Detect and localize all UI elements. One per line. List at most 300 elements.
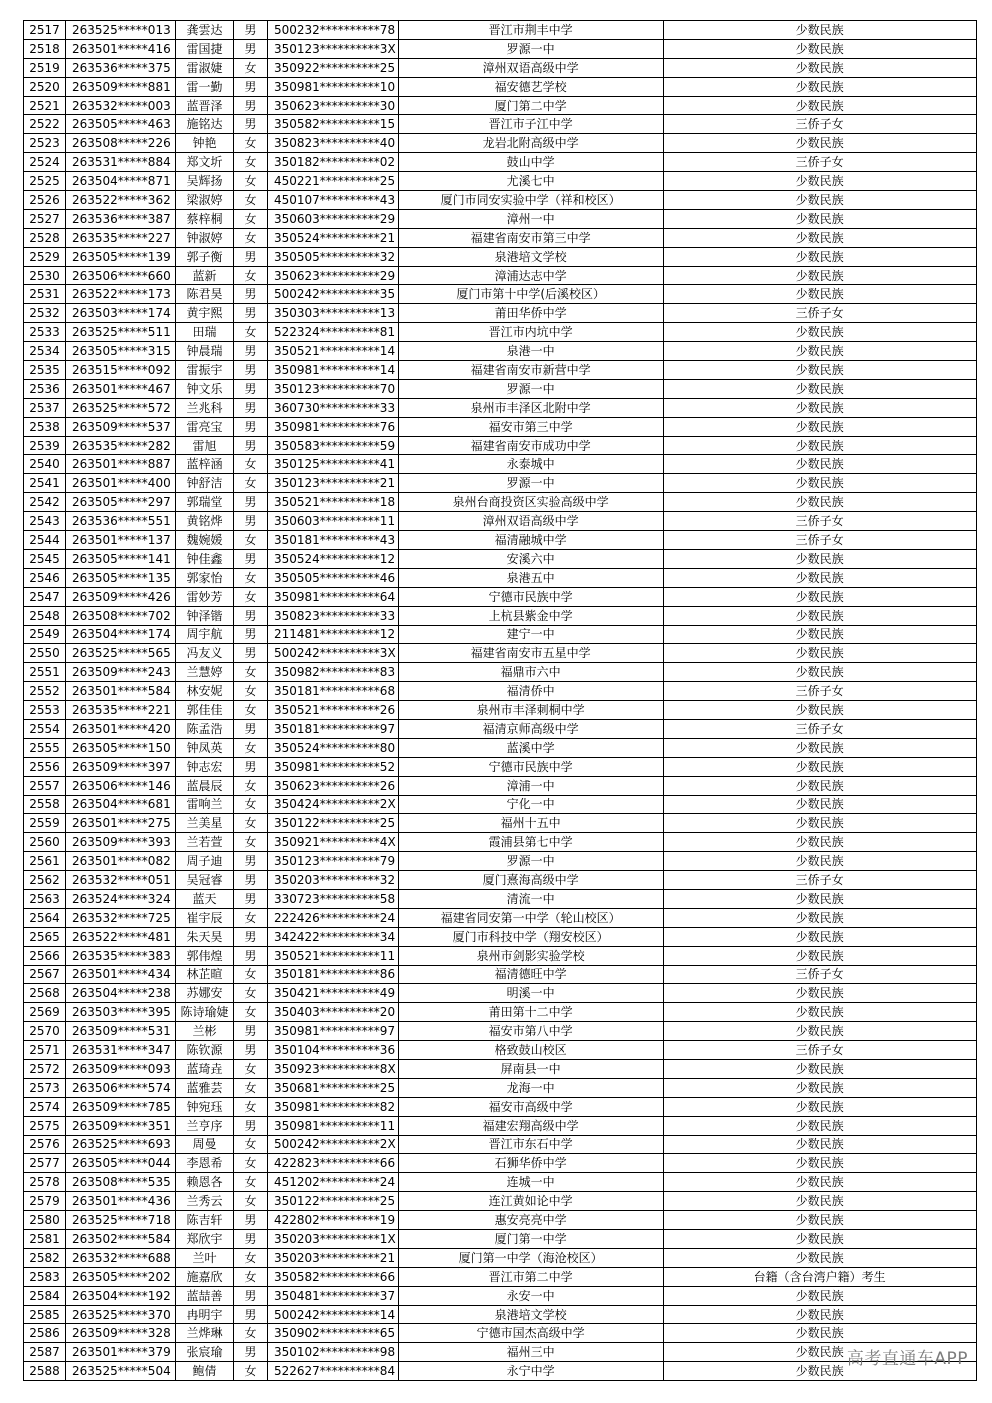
row-index-cell: 2532: [24, 304, 66, 323]
gender-cell: 女: [234, 1135, 268, 1154]
row-index-cell: 2549: [24, 625, 66, 644]
exam-number-cell: 263501*****379: [66, 1343, 176, 1362]
category-cell: 少数民族: [663, 606, 976, 625]
category-cell: 三侨子女: [663, 871, 976, 890]
row-index-cell: 2575: [24, 1116, 66, 1135]
id-number-cell: 350981**********11: [268, 1116, 399, 1135]
id-number-cell: 350681**********25: [268, 1078, 399, 1097]
category-cell: 少数民族: [663, 644, 976, 663]
category-cell: 少数民族: [663, 1154, 976, 1173]
id-number-cell: 350582**********15: [268, 115, 399, 134]
table-row: [24, 682, 977, 701]
gender-cell: 男: [234, 361, 268, 380]
exam-number-cell: 263525*****511: [66, 323, 176, 342]
row-index-cell: 2527: [24, 209, 66, 228]
gender-cell: 女: [234, 1173, 268, 1192]
student-name-cell: 魏婉媛: [176, 531, 234, 550]
school-name-cell: 永安一中: [398, 1286, 663, 1305]
row-index-cell: 2584: [24, 1286, 66, 1305]
student-name-cell: 钟凤英: [176, 738, 234, 757]
gender-cell: 男: [234, 1022, 268, 1041]
table-row: [24, 417, 977, 436]
school-name-cell: 鼓山中学: [398, 153, 663, 172]
category-cell: 少数民族: [663, 1173, 976, 1192]
gender-cell: 男: [234, 512, 268, 531]
gender-cell: 男: [234, 285, 268, 304]
school-name-cell: 厦门第一中学（海沧校区）: [398, 1248, 663, 1267]
row-index-cell: 2535: [24, 361, 66, 380]
category-cell: 少数民族: [663, 927, 976, 946]
gender-cell: 女: [234, 1078, 268, 1097]
gender-cell: 男: [234, 889, 268, 908]
gender-cell: 男: [234, 606, 268, 625]
row-index-cell: 2533: [24, 323, 66, 342]
student-name-cell: 陈钦源: [176, 1041, 234, 1060]
exam-number-cell: 263508*****226: [66, 134, 176, 153]
exam-number-cell: 263535*****221: [66, 701, 176, 720]
id-number-cell: 350424**********2X: [268, 795, 399, 814]
row-index-cell: 2524: [24, 153, 66, 172]
table-row: [24, 587, 977, 606]
gender-cell: 女: [234, 795, 268, 814]
student-name-cell: 陈吉轩: [176, 1211, 234, 1230]
exam-number-cell: 263509*****785: [66, 1097, 176, 1116]
exam-number-cell: 263522*****173: [66, 285, 176, 304]
id-number-cell: 350125**********41: [268, 455, 399, 474]
id-number-cell: 350181**********97: [268, 719, 399, 738]
id-number-cell: 350922**********25: [268, 58, 399, 77]
exam-number-cell: 263525*****718: [66, 1211, 176, 1230]
category-cell: 少数民族: [663, 39, 976, 58]
exam-number-cell: 263501*****467: [66, 379, 176, 398]
gender-cell: 女: [234, 1003, 268, 1022]
table-row: [24, 342, 977, 361]
id-number-cell: 350582**********66: [268, 1267, 399, 1286]
row-index-cell: 2578: [24, 1173, 66, 1192]
table-row: [24, 1041, 977, 1060]
row-index-cell: 2563: [24, 889, 66, 908]
category-cell: 少数民族: [663, 776, 976, 795]
student-name-cell: 钟舒洁: [176, 474, 234, 493]
student-name-cell: 雷淑婕: [176, 58, 234, 77]
school-name-cell: 龙岩北附高级中学: [398, 134, 663, 153]
student-name-cell: 蓝新: [176, 266, 234, 285]
student-name-cell: 赖恩各: [176, 1173, 234, 1192]
school-name-cell: 福建省同安第一中学（轮山校区）: [398, 908, 663, 927]
id-number-cell: 350981**********64: [268, 587, 399, 606]
row-index-cell: 2574: [24, 1097, 66, 1116]
row-index-cell: 2572: [24, 1059, 66, 1078]
exam-number-cell: 263501*****082: [66, 852, 176, 871]
row-index-cell: 2553: [24, 701, 66, 720]
row-index-cell: 2577: [24, 1154, 66, 1173]
school-name-cell: 明溪一中: [398, 984, 663, 1003]
school-name-cell: 漳浦达志中学: [398, 266, 663, 285]
student-name-cell: 黄铭烨: [176, 512, 234, 531]
table-row: [24, 455, 977, 474]
exam-number-cell: 263509*****426: [66, 587, 176, 606]
school-name-cell: 龙海一中: [398, 1078, 663, 1097]
gender-cell: 男: [234, 1211, 268, 1230]
category-cell: 台籍（含台湾户籍）考生: [663, 1267, 976, 1286]
category-cell: 少数民族: [663, 984, 976, 1003]
table-row: [24, 701, 977, 720]
row-index-cell: 2580: [24, 1211, 66, 1230]
school-name-cell: 蓝溪中学: [398, 738, 663, 757]
table-row: [24, 871, 977, 890]
gender-cell: 女: [234, 701, 268, 720]
gender-cell: 男: [234, 417, 268, 436]
exam-number-cell: 263535*****282: [66, 436, 176, 455]
id-number-cell: 350481**********37: [268, 1286, 399, 1305]
table-row: [24, 361, 977, 380]
row-index-cell: 2560: [24, 833, 66, 852]
school-name-cell: 福建宏翔高级中学: [398, 1116, 663, 1135]
exam-number-cell: 263506*****146: [66, 776, 176, 795]
category-cell: 少数民族: [663, 436, 976, 455]
school-name-cell: 惠安亮亮中学: [398, 1211, 663, 1230]
id-number-cell: 350981**********52: [268, 757, 399, 776]
gender-cell: 女: [234, 531, 268, 550]
gender-cell: 女: [234, 663, 268, 682]
category-cell: 少数民族: [663, 587, 976, 606]
category-cell: 少数民族: [663, 1343, 976, 1362]
exam-number-cell: 263508*****535: [66, 1173, 176, 1192]
school-name-cell: 厦门第二中学: [398, 96, 663, 115]
table-row: [24, 814, 977, 833]
table-row: [24, 379, 977, 398]
exam-number-cell: 263522*****362: [66, 191, 176, 210]
category-cell: 少数民族: [663, 266, 976, 285]
gender-cell: 男: [234, 719, 268, 738]
school-name-cell: 霞浦县第七中学: [398, 833, 663, 852]
row-index-cell: 2517: [24, 21, 66, 40]
student-name-cell: 雷一勤: [176, 77, 234, 96]
student-name-cell: 郭伟煌: [176, 946, 234, 965]
exam-number-cell: 263501*****420: [66, 719, 176, 738]
row-index-cell: 2529: [24, 247, 66, 266]
student-name-cell: 龚雲达: [176, 21, 234, 40]
row-index-cell: 2541: [24, 474, 66, 493]
category-cell: 少数民族: [663, 247, 976, 266]
exam-number-cell: 263509*****093: [66, 1059, 176, 1078]
id-number-cell: 422802**********19: [268, 1211, 399, 1230]
id-number-cell: 522324**********81: [268, 323, 399, 342]
school-name-cell: 宁德市国杰高级中学: [398, 1324, 663, 1343]
id-number-cell: 350102**********98: [268, 1343, 399, 1362]
gender-cell: 女: [234, 738, 268, 757]
student-name-cell: 兰彬: [176, 1022, 234, 1041]
student-name-cell: 田瑞: [176, 323, 234, 342]
category-cell: 少数民族: [663, 1324, 976, 1343]
exam-number-cell: 263525*****370: [66, 1305, 176, 1324]
school-name-cell: 福清德旺中学: [398, 965, 663, 984]
table-row: [24, 21, 977, 40]
gender-cell: 女: [234, 228, 268, 247]
gender-cell: 女: [234, 134, 268, 153]
student-name-cell: 雷旭: [176, 436, 234, 455]
id-number-cell: 360730**********33: [268, 398, 399, 417]
exam-number-cell: 263509*****393: [66, 833, 176, 852]
id-number-cell: 350902**********65: [268, 1324, 399, 1343]
category-cell: 少数民族: [663, 209, 976, 228]
table-row: [24, 1135, 977, 1154]
table-row: [24, 644, 977, 663]
gender-cell: 女: [234, 191, 268, 210]
student-name-cell: 兰美星: [176, 814, 234, 833]
table-row: [24, 1003, 977, 1022]
table-body: [24, 21, 977, 1381]
gender-cell: 男: [234, 871, 268, 890]
id-number-cell: 211481**********12: [268, 625, 399, 644]
row-index-cell: 2538: [24, 417, 66, 436]
table-row: [24, 493, 977, 512]
id-number-cell: 350583**********59: [268, 436, 399, 455]
exam-number-cell: 263525*****565: [66, 644, 176, 663]
student-name-cell: 钟淑婷: [176, 228, 234, 247]
row-index-cell: 2576: [24, 1135, 66, 1154]
exam-number-cell: 263505*****315: [66, 342, 176, 361]
table-row: [24, 115, 977, 134]
school-name-cell: 建宁一中: [398, 625, 663, 644]
row-index-cell: 2547: [24, 587, 66, 606]
id-number-cell: 350982**********83: [268, 663, 399, 682]
id-number-cell: 350123**********79: [268, 852, 399, 871]
school-name-cell: 莆田华侨中学: [398, 304, 663, 323]
id-number-cell: 350505**********46: [268, 568, 399, 587]
table-row: [24, 512, 977, 531]
student-name-cell: 蓝晋泽: [176, 96, 234, 115]
category-cell: 少数民族: [663, 455, 976, 474]
student-name-cell: 蓝雅芸: [176, 1078, 234, 1097]
category-cell: 三侨子女: [663, 1041, 976, 1060]
student-name-cell: 蓝晨辰: [176, 776, 234, 795]
school-name-cell: 漳浦一中: [398, 776, 663, 795]
row-index-cell: 2544: [24, 531, 66, 550]
exam-number-cell: 263535*****227: [66, 228, 176, 247]
school-name-cell: 宁德市民族中学: [398, 587, 663, 606]
table-row: [24, 436, 977, 455]
category-cell: 少数民族: [663, 96, 976, 115]
id-number-cell: 350524**********21: [268, 228, 399, 247]
id-number-cell: 500242**********35: [268, 285, 399, 304]
exam-number-cell: 263509*****243: [66, 663, 176, 682]
school-name-cell: 泉州市丰泽区北附中学: [398, 398, 663, 417]
school-name-cell: 福州十五中: [398, 814, 663, 833]
category-cell: 少数民族: [663, 1362, 976, 1381]
category-cell: 少数民族: [663, 379, 976, 398]
school-name-cell: 罗源一中: [398, 39, 663, 58]
id-number-cell: 350122**********25: [268, 1192, 399, 1211]
category-cell: 三侨子女: [663, 531, 976, 550]
student-name-cell: 梁淑婷: [176, 191, 234, 210]
gender-cell: 女: [234, 587, 268, 606]
school-name-cell: 福安市第八中学: [398, 1022, 663, 1041]
student-name-cell: 兰兆科: [176, 398, 234, 417]
category-cell: 少数民族: [663, 946, 976, 965]
gender-cell: 女: [234, 984, 268, 1003]
row-index-cell: 2561: [24, 852, 66, 871]
gender-cell: 女: [234, 1097, 268, 1116]
row-index-cell: 2557: [24, 776, 66, 795]
row-index-cell: 2540: [24, 455, 66, 474]
category-cell: 少数民族: [663, 1192, 976, 1211]
row-index-cell: 2554: [24, 719, 66, 738]
table-row: [24, 719, 977, 738]
gender-cell: 男: [234, 1305, 268, 1324]
gender-cell: 男: [234, 96, 268, 115]
student-name-cell: 施铭达: [176, 115, 234, 134]
school-name-cell: 上杭县紫金中学: [398, 606, 663, 625]
student-name-cell: 施嘉欣: [176, 1267, 234, 1286]
school-name-cell: 福建省南安市新营中学: [398, 361, 663, 380]
category-cell: 少数民族: [663, 549, 976, 568]
school-name-cell: 晋江市东石中学: [398, 1135, 663, 1154]
school-name-cell: 屏南县一中: [398, 1059, 663, 1078]
category-cell: 少数民族: [663, 889, 976, 908]
category-cell: 少数民族: [663, 663, 976, 682]
row-index-cell: 2556: [24, 757, 66, 776]
exam-number-cell: 263505*****297: [66, 493, 176, 512]
row-index-cell: 2536: [24, 379, 66, 398]
row-index-cell: 2587: [24, 1343, 66, 1362]
table-row: [24, 568, 977, 587]
id-number-cell: 350623**********26: [268, 776, 399, 795]
category-cell: 少数民族: [663, 417, 976, 436]
row-index-cell: 2558: [24, 795, 66, 814]
student-name-cell: 朱天昊: [176, 927, 234, 946]
exam-number-cell: 263532*****003: [66, 96, 176, 115]
row-index-cell: 2520: [24, 77, 66, 96]
student-name-cell: 钟志宏: [176, 757, 234, 776]
student-name-cell: 冉明宇: [176, 1305, 234, 1324]
student-name-cell: 兰慧婷: [176, 663, 234, 682]
gender-cell: 女: [234, 455, 268, 474]
id-number-cell: 350521**********11: [268, 946, 399, 965]
exam-number-cell: 263509*****351: [66, 1116, 176, 1135]
exam-number-cell: 263536*****551: [66, 512, 176, 531]
table-row: [24, 625, 977, 644]
student-name-cell: 钟宛珏: [176, 1097, 234, 1116]
id-number-cell: 350181**********43: [268, 531, 399, 550]
table-row: [24, 1192, 977, 1211]
table-row: [24, 946, 977, 965]
id-number-cell: 350123**********21: [268, 474, 399, 493]
row-index-cell: 2562: [24, 871, 66, 890]
student-name-cell: 吴辉扬: [176, 172, 234, 191]
exam-number-cell: 263504*****192: [66, 1286, 176, 1305]
exam-number-cell: 263501*****275: [66, 814, 176, 833]
id-number-cell: 350203**********1X: [268, 1230, 399, 1249]
id-number-cell: 350181**********68: [268, 682, 399, 701]
id-number-cell: 350203**********32: [268, 871, 399, 890]
id-number-cell: 500242**********14: [268, 1305, 399, 1324]
school-name-cell: 罗源一中: [398, 474, 663, 493]
row-index-cell: 2530: [24, 266, 66, 285]
student-name-cell: 周子迪: [176, 852, 234, 871]
school-name-cell: 福建省南安市五星中学: [398, 644, 663, 663]
exam-number-cell: 263509*****531: [66, 1022, 176, 1041]
id-number-cell: 450107**********43: [268, 191, 399, 210]
gender-cell: 女: [234, 776, 268, 795]
table-row: [24, 1116, 977, 1135]
exam-number-cell: 263505*****044: [66, 1154, 176, 1173]
id-number-cell: 350603**********11: [268, 512, 399, 531]
student-name-cell: 陈孟浩: [176, 719, 234, 738]
row-index-cell: 2534: [24, 342, 66, 361]
student-name-cell: 苏娜安: [176, 984, 234, 1003]
id-number-cell: 350303**********13: [268, 304, 399, 323]
exam-number-cell: 263505*****139: [66, 247, 176, 266]
category-cell: 少数民族: [663, 1003, 976, 1022]
category-cell: 少数民族: [663, 568, 976, 587]
school-name-cell: 厦门市同安实验中学（祥和校区）: [398, 191, 663, 210]
category-cell: 少数民族: [663, 833, 976, 852]
school-name-cell: 永泰城中: [398, 455, 663, 474]
category-cell: 少数民族: [663, 172, 976, 191]
row-index-cell: 2586: [24, 1324, 66, 1343]
category-cell: 少数民族: [663, 398, 976, 417]
school-name-cell: 福州三中: [398, 1343, 663, 1362]
student-name-cell: 雷亮宝: [176, 417, 234, 436]
exam-number-cell: 263505*****150: [66, 738, 176, 757]
exam-number-cell: 263501*****584: [66, 682, 176, 701]
category-cell: 少数民族: [663, 908, 976, 927]
student-name-cell: 李恩希: [176, 1154, 234, 1173]
school-name-cell: 福安市高级中学: [398, 1097, 663, 1116]
exam-number-cell: 263504*****238: [66, 984, 176, 1003]
row-index-cell: 2539: [24, 436, 66, 455]
row-index-cell: 2588: [24, 1362, 66, 1381]
table-row: [24, 852, 977, 871]
gender-cell: 男: [234, 21, 268, 40]
table-row: [24, 209, 977, 228]
category-cell: 少数民族: [663, 361, 976, 380]
school-name-cell: 连江黄如论中学: [398, 1192, 663, 1211]
id-number-cell: 350524**********80: [268, 738, 399, 757]
exam-number-cell: 263531*****347: [66, 1041, 176, 1060]
exam-number-cell: 263501*****887: [66, 455, 176, 474]
row-index-cell: 2550: [24, 644, 66, 663]
id-number-cell: 350521**********26: [268, 701, 399, 720]
category-cell: 少数民族: [663, 1230, 976, 1249]
student-name-cell: 郭家怡: [176, 568, 234, 587]
id-number-cell: 350981**********82: [268, 1097, 399, 1116]
gender-cell: 男: [234, 1286, 268, 1305]
exam-number-cell: 263501*****436: [66, 1192, 176, 1211]
exam-number-cell: 263536*****375: [66, 58, 176, 77]
row-index-cell: 2543: [24, 512, 66, 531]
table-row: [24, 1230, 977, 1249]
gender-cell: 男: [234, 398, 268, 417]
exam-number-cell: 263535*****383: [66, 946, 176, 965]
exam-number-cell: 263532*****688: [66, 1248, 176, 1267]
student-name-cell: 雷响兰: [176, 795, 234, 814]
category-cell: 少数民族: [663, 1022, 976, 1041]
gender-cell: 男: [234, 927, 268, 946]
exam-number-cell: 263505*****141: [66, 549, 176, 568]
table-row: [24, 1173, 977, 1192]
student-name-cell: 钟佳鑫: [176, 549, 234, 568]
gender-cell: 女: [234, 323, 268, 342]
id-number-cell: 350123**********3X: [268, 39, 399, 58]
school-name-cell: 晋江市子江中学: [398, 115, 663, 134]
school-name-cell: 福安市第三中学: [398, 417, 663, 436]
school-name-cell: 泉州市丰泽刺桐中学: [398, 701, 663, 720]
student-name-cell: 陈诗瑜婕: [176, 1003, 234, 1022]
exam-number-cell: 263522*****481: [66, 927, 176, 946]
exam-number-cell: 263502*****584: [66, 1230, 176, 1249]
